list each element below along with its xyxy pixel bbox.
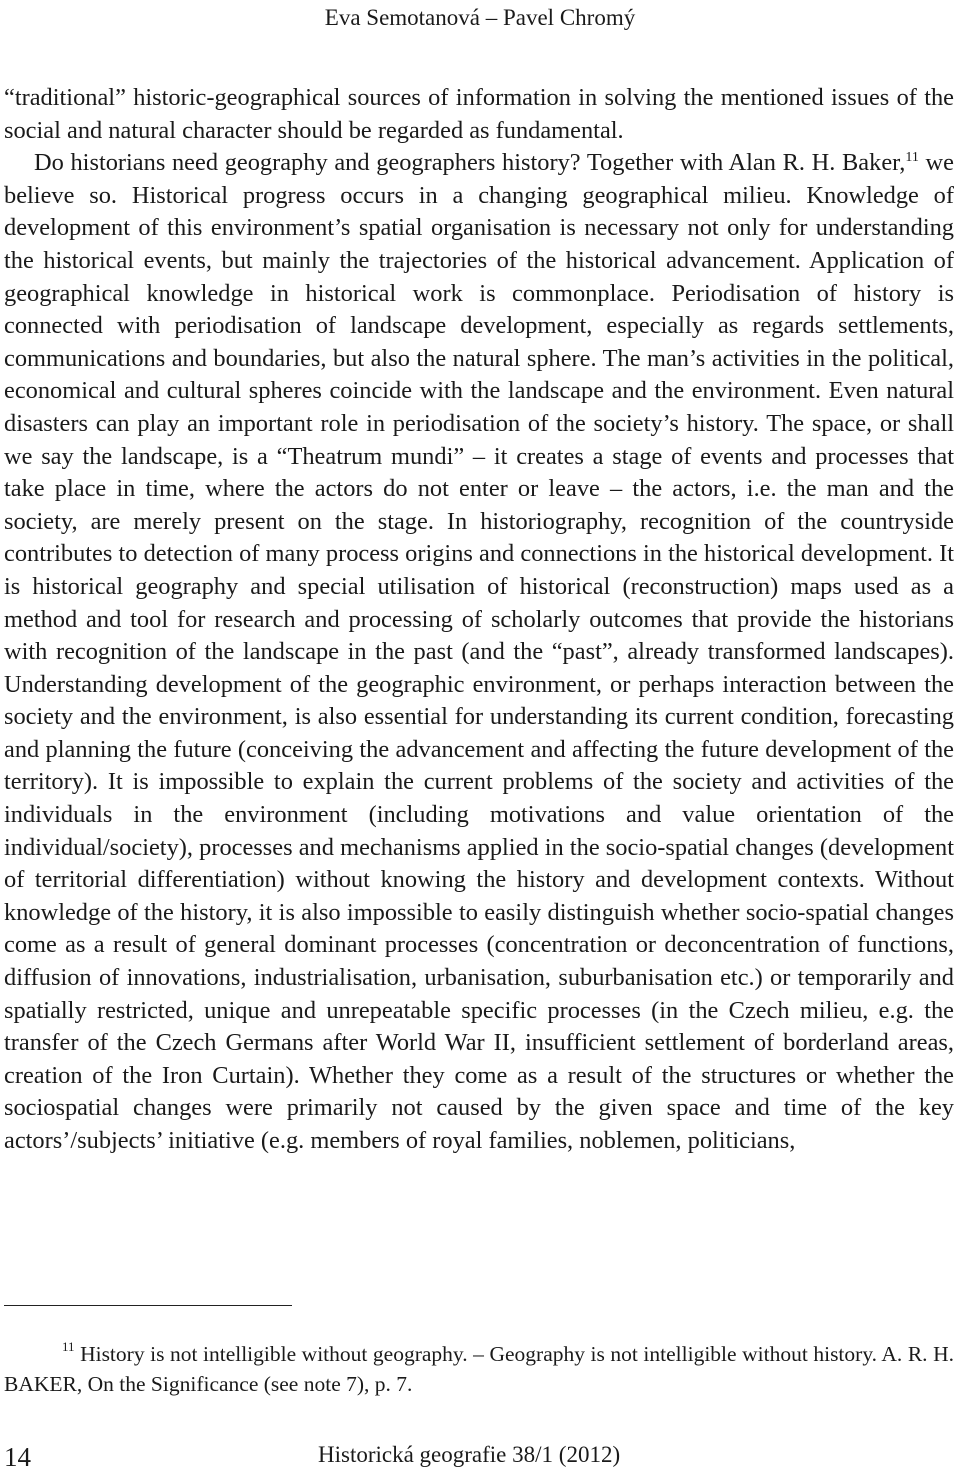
paragraph-2-start: Do historians need geography and geographers history? Together with Alan R. H. Baker, [34, 149, 906, 177]
footnote [4, 1339, 954, 1399]
footnote-text: History is not intelligible without geography. – Geography is not intelligible without history. A. R. H. BAKER, On the Significance (see note 7), p. 7. [4, 1342, 954, 1396]
paragraph-1: “traditional” historic-geographical sources of information in solving the mentioned issues of the social and natural character should be regarded as fundamental. [4, 84, 954, 144]
body-text [4, 82, 954, 1158]
paragraph-2 [4, 147, 954, 1157]
footnote-number: 11 [62, 1339, 75, 1354]
footnote-separator [4, 1305, 292, 1306]
journal-footer: Historická geografie 38/1 (2012) [318, 1442, 621, 1467]
paragraph-2-rest: we believe so. Historical progress occurs in a changing geographical milieu. Knowledge of development of this environment’s spatial organisation is necessary not only for understanding the historical events, but mainly the trajectories of the historical advancement. Application of geographical knowledge in historical work is commonplace. Periodisation of history is connected with periodisation of landscape development, especially as regards settlements, communications and boundaries, but also the natural sphere. The man’s activities in the political, economical and cultural spheres coincide with the landscape and the environment. Even natural disasters can play an important role in periodisation of the society’s history. The space, or shall we say the landscape, is a “Theatrum mundi” – it creates a stage of events and processes that take place in time, where the actors do not enter or leave – the actors, i.e. the man and the society, are merely present on the stage. In historiography, recognition of the countryside contributes to detection of many process origins and connections in the historical development. It is historical geography and special utilisation of historical (reconstruction) maps used as a method and tool for research and processing of scholarly outcomes that provide the historians with recognition of the landscape in the past (and the “past”, already transformed landscapes). Understanding development of the geographic environment, or perhaps interaction between the society and the environment, is also essential for understanding its current condition, forecasting and planning the future (conceiving the advancement and affecting the future development of the territory). It is impossible to explain the current problems of the society and activities of the individuals in the environment (including motivations and value orientation of the individual/society), processes and mechanisms applied in the socio-spatial changes (development of territorial differentiation) without knowing the history and development contexts. Without knowledge of the history, it is also impossible to easily distinguish whether socio-spatial changes come as a result of general dominant processes (concentration or deconcentration of functions, diffusion of innovations, industrialisation, urbanisation, suburbanisation etc.) or temporarily and spatially restricted, unique and unrepeatable specific processes (in the Czech milieu, e.g. the transfer of the Czech Germans after World War II, insufficient settlement of borderland areas, creation of the Iron Curtain). Whether they come as a result of the structures or whether the sociospatial changes were primarily not caused by the given space and time of the key actors’/subjects’ initiative (e.g. members of royal families, noblemen, politicians, [4, 149, 954, 1154]
footnote-reference: 11 [905, 150, 919, 166]
page-number: 14 [4, 1442, 31, 1472]
running-head: Eva Semotanová – Pavel Chromý [324, 5, 636, 30]
